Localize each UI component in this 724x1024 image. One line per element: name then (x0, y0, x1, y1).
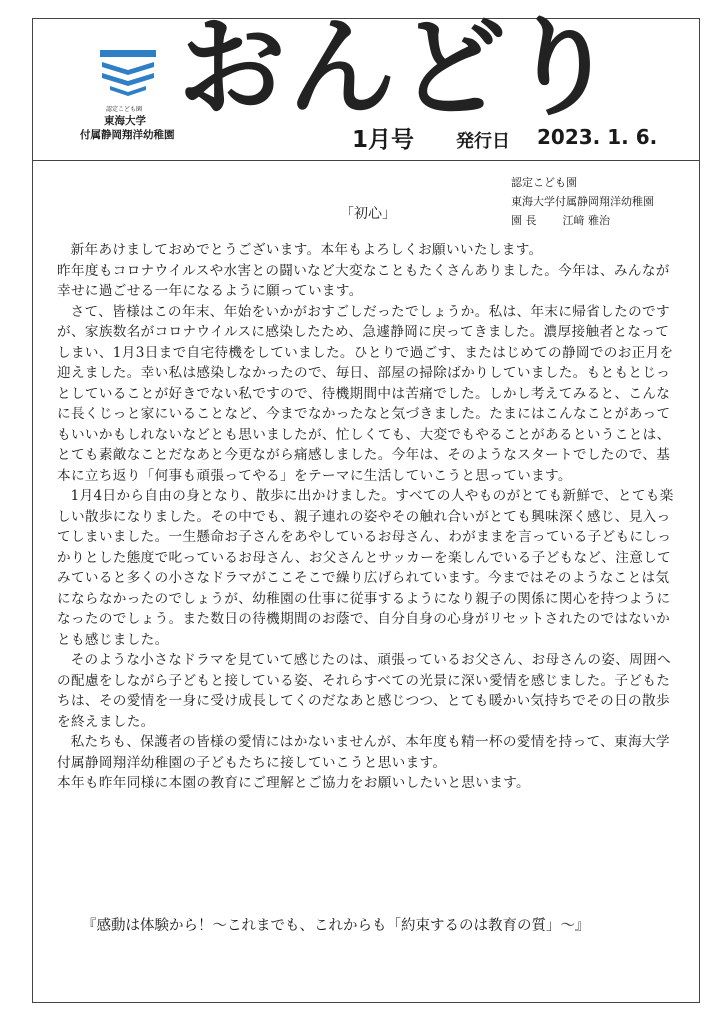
publisher-org-name: 東海大学付属静岡翔洋幼稚園 (511, 195, 654, 208)
paragraph: 昨年度もコロナウイルスや水害との闘いなど大変なこともたくさんありました。今年は、みんなが幸せに過ごせる一年になるように願っています。 (57, 262, 670, 299)
paragraph: 1月4日から自由の身となり、散歩に出かけました。すべての人やものがとても新鮮で、とても楽しい散歩になりました。その中でも、親子連れの姿やその触れ合いがとても興味深く感じ、見入ってしまいました。一生懸命お子さんをあやしているお母さん、わがままを言っている子どもにしっかりとした態度で叱っているお母さん、お父さんとサッカーを楽しんでいる子どもなど、注意してみていると多くの小さなドラマがここそこで繰り広げられています。今まではそのようなことは気にならなかったのでしょうが、幼稚園の仕事に従事するようになり親子の関係に関心を持つようになったのでしょう。また数日の待機期間のお蔭で、自分自身の心身がリセットされたのではないかとも感じました。 (57, 488, 674, 648)
school-type-label: 認定こども園 (106, 106, 143, 113)
paragraph: 私たちも、保護者の皆様の愛情にはかないませんが、本年度も精一杯の愛情を持って、東海大学付属静岡翔洋幼稚園の子どもたちに接していこうと思います。 (57, 734, 670, 771)
school-name-line1: 東海大学 (104, 115, 146, 127)
paragraph: 新年あけましておめでとうございます。本年もよろしくお願いいたします。 (70, 242, 543, 258)
paragraph: さて、皆様はこの年末、年始をいかがおすごしだったでしょうか。私は、年末に帰省したのですが、家族数名がコロナウイルスに感染したため、急遽静岡に戻ってきました。濃厚接触者となってしまい、1月3日まで自宅待機をしていました。ひとりで過ごす、またはじめての静岡でのお正月を迎えました。幸い私は感染しなかったので、毎日、部屋の掃除ばかりしていました。もともとじっとしていることが好きでない私ですので、待機期間中は苦痛でした。しかし考えてみると、こんなに長くじっと家にいることなど、今までなかったなと気づきました。たまにはこんなことがあってもいいかもしれないなどとも思いましたが、忙しくても、大変でもやることがあるということは、とても素敵なことだなあと今更ながら痛感しました。今年は、そのようなスタートでしたので、基本に立ち返り「何事も頑張ってやる」をテーマに生活していこうと思っています。 (57, 303, 674, 484)
publisher-org-type: 認定こども園 (511, 176, 577, 189)
paragraph: そのような小さなドラマを見ていて感じたのは、頑張っているお父さん、お母さんの姿、周囲への配慮をしながら子どもと接している姿、それらすべての光景に深い愛情を感じました。子どもたちは、その愛情を一身に受け成長してくのだなあと感じつつ、とても暖かい気持ちでその日の散歩を終えました。 (57, 652, 671, 730)
tokai-university-logo-icon (96, 48, 160, 98)
publisher-principal (511, 212, 610, 228)
school-motto: 『感動は体験から！～これまでも、これからも「約束するのは教育の質」～』 (82, 918, 590, 934)
masthead-divider (32, 160, 700, 161)
school-name-line2: 付属静岡翔洋幼稚園 (80, 129, 175, 141)
issue-date: 2023. 1. 6. (537, 125, 658, 149)
paragraph: 本年も昨年同様に本園の教育にご理解とご協力をお願いしたいと思います。 (57, 775, 530, 791)
issue-label: 1月号 (352, 127, 415, 153)
article-heading: 「初心」 (340, 206, 396, 222)
principal-name: 江﨑 雅治 (562, 214, 610, 227)
issue-date-label: 発行日 (456, 131, 510, 152)
newsletter-title: おんどり (178, 6, 619, 131)
principal-role: 園 長 (511, 214, 537, 227)
article-body (57, 240, 677, 794)
